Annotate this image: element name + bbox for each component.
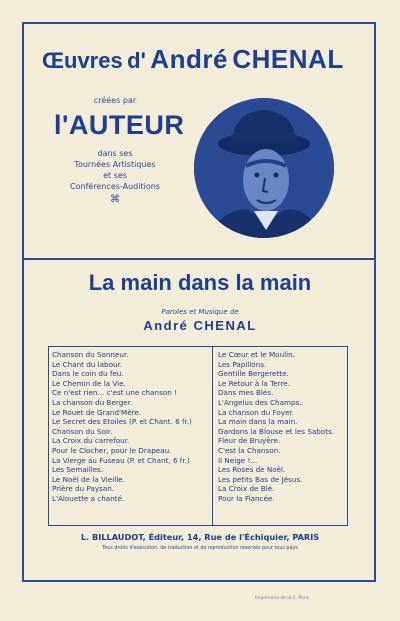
- list-item: L'Alouette a chanté.: [52, 493, 125, 503]
- song-list-right: [218, 350, 346, 504]
- list-item: La chanson du Berger.: [52, 397, 133, 407]
- list-item: Fleur de Bruyère.: [218, 436, 281, 446]
- list-item: Le Secret des Etoiles (P. et Chant. 6 fr.): [52, 417, 192, 427]
- title-heading: [42, 44, 344, 75]
- creees-par-text: créées par: [93, 96, 137, 105]
- list-item: La chanson du Foyer.: [218, 407, 295, 417]
- dans-ses-text: dans ses: [97, 149, 133, 158]
- list-item: La main dans la main.: [218, 417, 298, 427]
- auteur-heading: l'AUTEUR: [54, 110, 185, 140]
- author-first-name: André: [150, 44, 228, 74]
- list-item: Pour la Fiancée.: [218, 493, 275, 503]
- list-item: Gentille Bergerette.: [218, 369, 289, 379]
- list-item: Le Noël de la Vieille.: [52, 474, 125, 484]
- publisher-line: L. BILLAUDOT, Éditeur, 14, Rue de l'Échiquier, PARIS: [80, 532, 320, 542]
- list-item: Chanson du Soir.: [52, 426, 113, 436]
- printer-mark: Imprimerie de la C. Paris: [255, 596, 309, 601]
- list-column-separator: [212, 346, 213, 526]
- list-item: Les petits Bas de Jésus.: [218, 474, 303, 484]
- et-ses-text: et ses: [103, 171, 127, 180]
- list-item: Dans le coin du feu.: [52, 369, 124, 379]
- song-title: La main dans la main: [88, 270, 312, 295]
- paroles-musique-text: Paroles et Musique de: [161, 308, 239, 316]
- author-portrait: [194, 98, 334, 238]
- list-item: Les Semailles.: [52, 465, 104, 475]
- tournees-text: Tournées Artistiques: [74, 160, 156, 169]
- list-item: Les Roses de Noël.: [218, 465, 286, 475]
- list-item: Pour le Clocher, pour le Drapeau.: [52, 445, 172, 455]
- list-item: Le Chemin de la Vie.: [52, 378, 126, 388]
- song-list-left: [52, 350, 202, 504]
- list-item: Les Papillons.: [218, 359, 267, 369]
- list-item: Prière du Paysan.: [52, 484, 115, 494]
- list-item: L'Angelus des Champs.: [218, 397, 302, 407]
- list-item: Chanson du Sonneur.: [52, 350, 129, 359]
- rights-notice: Tous droits d'exécution, de traduction et de reproduction réservés pour tous pays: [102, 546, 298, 551]
- author-last-name: CHENAL: [232, 44, 344, 74]
- portrait-illustration: [194, 98, 334, 238]
- list-item: La Croix du carrefour.: [52, 436, 130, 446]
- list-item: Le Chant du labour.: [52, 359, 123, 369]
- ornament-icon: ⌘: [110, 194, 120, 205]
- upper-divider: [24, 258, 374, 260]
- list-item: Le Rouet de Grand'Mère.: [52, 407, 142, 417]
- list-item: La Vierge au Fuseau (P. et Chant, 6 fr.): [52, 455, 190, 465]
- list-item: La Croix de Blé.: [218, 484, 275, 494]
- conferences-text: Conférences-Auditions: [70, 182, 160, 191]
- oeuvres-word: Œuvres: [42, 48, 123, 73]
- list-item: Le Retour à la Terre.: [218, 378, 290, 388]
- list-item: Dans mes Blés.: [218, 388, 274, 398]
- d-apostrophe: d': [127, 48, 146, 73]
- list-item: C'est la Chanson.: [218, 445, 281, 455]
- list-item: Ce n'est rien... c'est une chanson !: [52, 388, 177, 398]
- list-item: Le Cœur et le Moulin.: [218, 350, 295, 359]
- list-item: Il Neige !...: [218, 455, 258, 465]
- composer-name: André CHENAL: [143, 318, 257, 333]
- list-item: Gardons la Blouse et les Sabots.: [218, 426, 335, 436]
